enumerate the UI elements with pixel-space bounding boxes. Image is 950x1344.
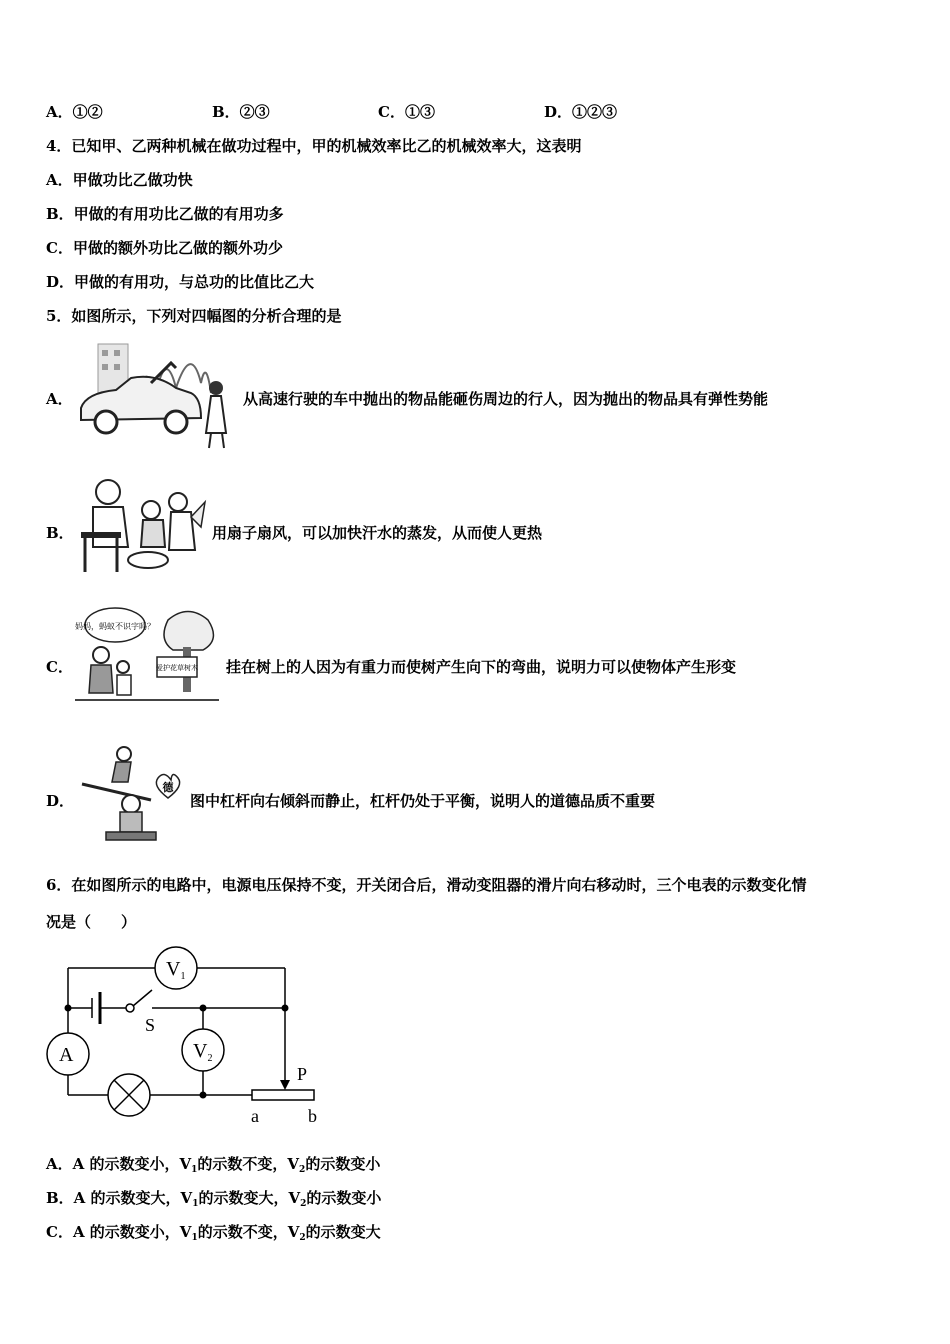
- v2-label: V: [193, 1040, 208, 1062]
- q6-option-a-mid: 的示数不变，V: [197, 1155, 300, 1173]
- rheostat-end-b: b: [308, 1106, 317, 1126]
- q4-option-d: D．甲做的有用功，与总功的比值比乙大: [46, 273, 315, 291]
- q5-stem: 5．如图所示，下列对四幅图的分析合理的是: [46, 307, 342, 325]
- q6-option-a-pre: A．A 的示数变小，V: [46, 1155, 192, 1173]
- speech-bubble-text: 妈妈，蚂蚁不识字吗？: [75, 622, 155, 631]
- q6-option-b-post: 的示数变小: [306, 1189, 382, 1207]
- q4-option-c: C．甲做的额外功比乙做的额外功少: [46, 239, 283, 257]
- q6-option-b-sub2: 2: [300, 1199, 307, 1209]
- q5-option-c-label: C．: [46, 658, 73, 676]
- q3-option-c: C．①③: [378, 103, 435, 121]
- q6-option-c-mid: 的示数不变，V: [197, 1223, 300, 1241]
- v1-subscript: 1: [180, 971, 186, 982]
- moral-scale-illustration: [76, 742, 188, 847]
- q6-option-b-mid: 的示数变大，V: [198, 1189, 301, 1207]
- rheostat-end-a: a: [251, 1106, 259, 1126]
- virtue-badge: 德: [162, 781, 174, 794]
- q4-option-a: A．甲做功比乙做功快: [46, 171, 193, 189]
- switch-label: S: [145, 1015, 156, 1035]
- q4-option-b: B．甲做的有用功比乙做的有用功多: [46, 205, 284, 223]
- q3-option-d: D．①②③: [544, 103, 618, 121]
- q5-option-d-text: 图中杠杆向右倾斜而静止，杠杆仍处于平衡，说明人的道德品质不重要: [190, 792, 656, 810]
- fan-illustration: [73, 472, 208, 577]
- q6-option-a-post: 的示数变小: [305, 1155, 381, 1173]
- q3-option-b: B．②③: [212, 103, 270, 121]
- q6-option-c-sub1: 1: [191, 1233, 198, 1243]
- car-throwing-illustration: [76, 338, 236, 453]
- q6-stem-line2: 况是（ ）: [46, 913, 137, 931]
- q4-stem: 4．已知甲、乙两种机械在做功过程中，甲的机械效率比乙的机械效率大，这表明: [46, 137, 582, 155]
- q5-option-d-label: D．: [46, 792, 75, 810]
- v1-label: V: [166, 958, 181, 980]
- q6-option-c-sub2: 2: [299, 1233, 306, 1243]
- q5-option-c-text: 挂在树上的人因为有重力而使树产生向下的弯曲，说明力可以使物体产生形变: [226, 658, 737, 676]
- q6-stem-line1: 6．在如图所示的电路中，电源电压保持不变，开关闭合后，滑动变阻器的滑片向右移动时，三个电表的示数变化情: [46, 876, 807, 894]
- q6-option-b-pre: B．A 的示数变大，V: [46, 1189, 193, 1207]
- q6-option-a: [46, 1155, 380, 1179]
- q6-option-b-sub1: 1: [192, 1199, 199, 1209]
- q5-option-a-text: 从高速行驶的车中抛出的物品能砸伤周边的行人，因为抛出的物品具有弹性势能: [243, 390, 769, 408]
- q5-option-a-label: A．: [46, 390, 73, 408]
- q6-option-c-post: 的示数变大: [305, 1223, 381, 1241]
- q6-option-a-sub1: 1: [191, 1165, 198, 1175]
- ammeter-label: A: [59, 1044, 74, 1066]
- q6-option-a-sub2: 2: [299, 1165, 306, 1175]
- q5-option-b-text: 用扇子扇风，可以加快汗水的蒸发，从而使人更热: [212, 524, 543, 542]
- q5-option-b-label: B．: [46, 524, 74, 542]
- circuit-diagram: [40, 940, 340, 1130]
- q6-option-c: [46, 1223, 381, 1247]
- q6-option-c-pre: C．A 的示数变小，V: [46, 1223, 192, 1241]
- sign-text: 爱护花草树木: [156, 664, 198, 672]
- q6-option-b: [46, 1189, 381, 1213]
- tree-climbing-illustration: [73, 605, 221, 708]
- slider-label: P: [297, 1064, 308, 1084]
- q3-option-a: A．①②: [46, 103, 103, 121]
- v2-subscript: 2: [207, 1053, 213, 1064]
